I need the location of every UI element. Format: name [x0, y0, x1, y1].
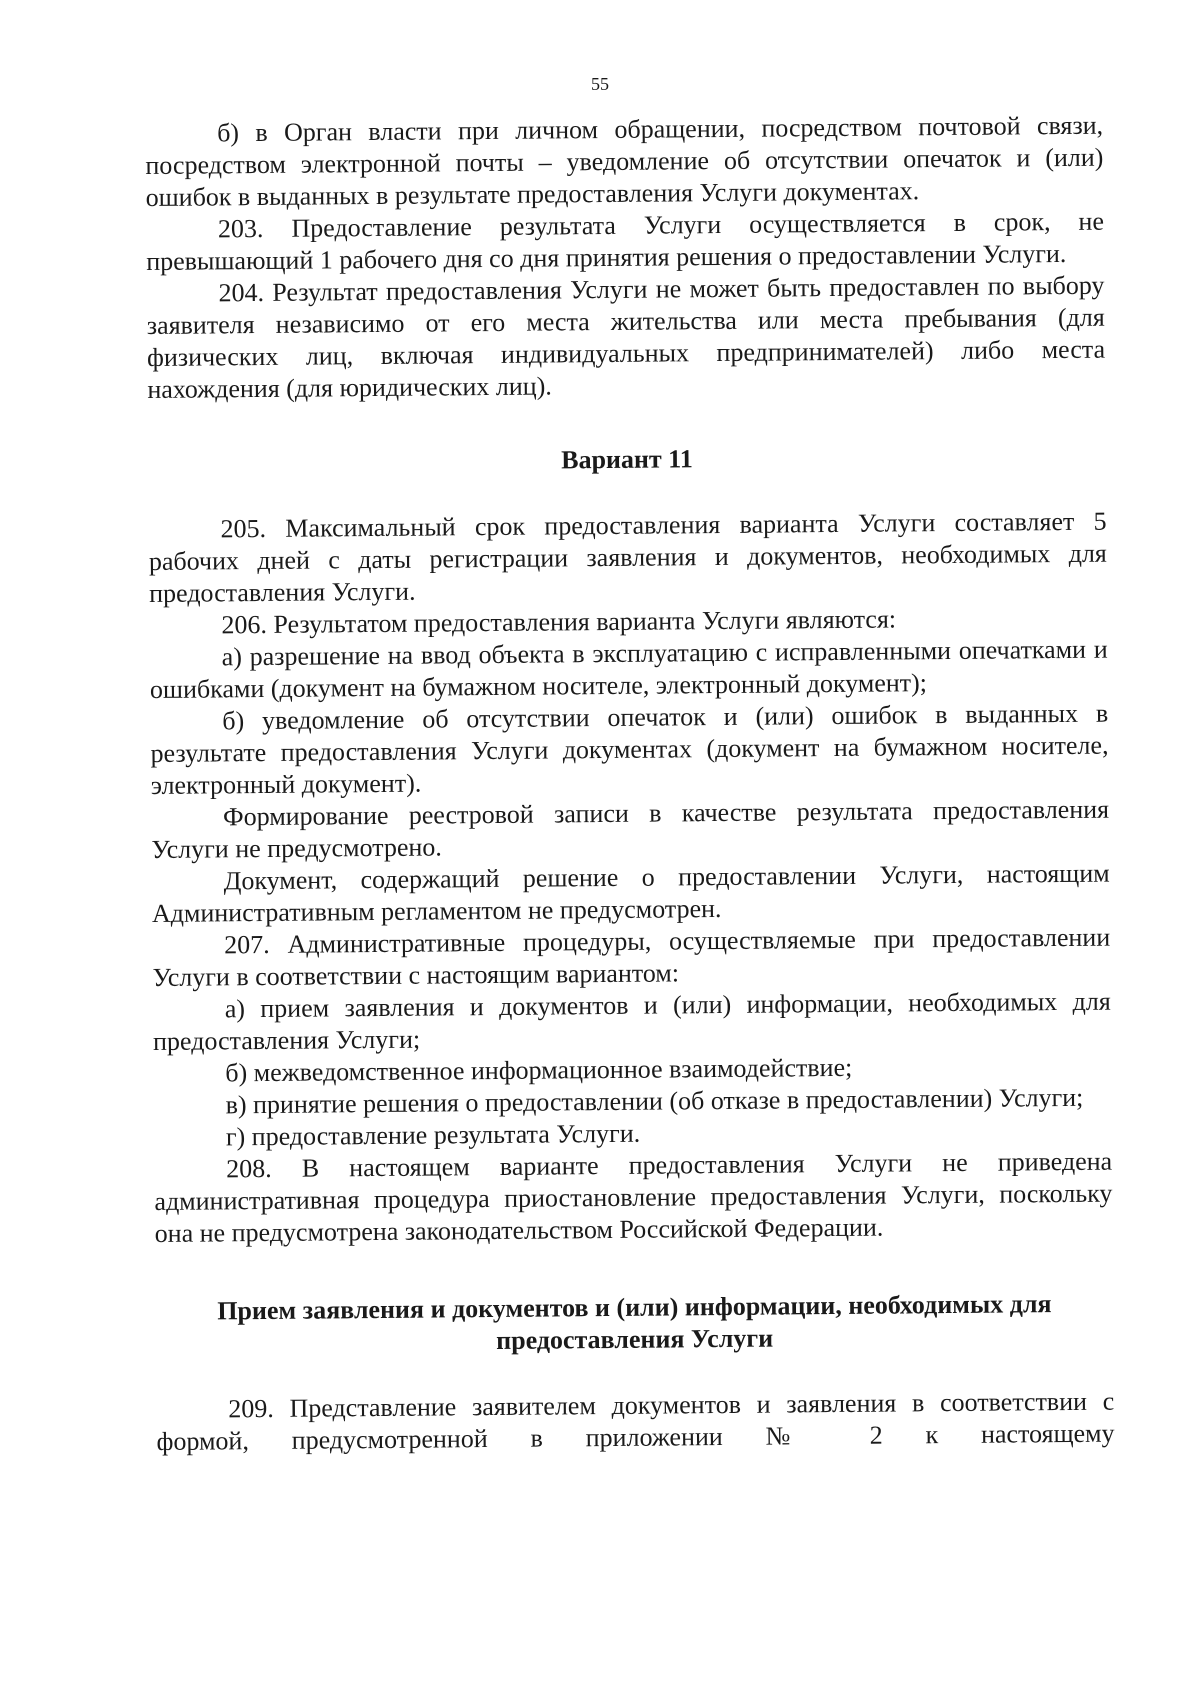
paragraph-206: 206. Результатом предоставления варианта Услуги являются: [221, 604, 897, 640]
paragraph-207: 207. Административные процедуры, осуществляемые при предоставлении Услуги в соответствии с настоящим вариантом: [152, 922, 1111, 992]
paragraph-209: 209. Представление заявителем документов и заявления в соответствии с формой, предусмотренной в приложении № 2 к настоящему [156, 1386, 1115, 1456]
paragraph-207-v: в) принятие решения о предоставлении (об отказе в предоставлении) Услуги; [225, 1082, 1084, 1120]
paragraph-208: 208. В настоящем варианте предоставления Услуги не приведена административная процедура приостановление предоставления Услуги, поскольку она не предусмотрена законодательством Российской Федерации. [154, 1146, 1113, 1248]
page-number: 55 [591, 74, 609, 94]
paragraph-203: 203. Предоставление результата Услуги осуществляется в срок, не превышающий 1 рабочего дня со дня принятия решения о предоставлении Услуги. [146, 206, 1105, 276]
paragraph-registry-record: Формирование реестровой записи в качестве результата предоставления Услуги не предусмотрено. [151, 794, 1110, 864]
paragraph-204: 204. Результат предоставления Услуги не может быть предоставлен по выбору заявителя независимо от его места жительства или места пребывания (для физических лиц, включая индивидуальных предпринимателей) либо места нахождения (для юридических лиц). [146, 270, 1106, 404]
paragraph-207-b: б) межведомственное информационное взаимодействие; [225, 1052, 853, 1088]
paragraph-206-b: б) уведомление об отсутствии опечаток и (или) ошибок в выданных в результате предоставления Услуги документах (документ на бумажном носителе, электронный документ). [150, 698, 1109, 800]
heading-variant-11: Вариант 11 [561, 444, 693, 475]
paragraph-207-a: а) прием заявления и документов и (или) информации, необходимых для предоставления Услуги; [152, 986, 1111, 1056]
paragraph-206-a: а) разрешение на ввод объекта в эксплуатацию с исправленными опечатками и ошибками (документ на бумажном носителе, электронный документ); [149, 634, 1108, 704]
paragraph-b-notification: б) в Орган власти при личном обращении, посредством почтовой связи, посредством электронной почты – уведомление об отсутствии опечаток и (или) ошибок в выданных в результате предоставления Услуги документах. [145, 110, 1104, 212]
heading-reception-of-application: Прием заявления и документов и (или) информации, необходимых для предоставления Услуги [217, 1289, 1052, 1355]
paragraph-207-g: г) предоставление результата Услуги. [225, 1118, 641, 1152]
paragraph-decision-document: Документ, содержащий решение о предоставлении Услуги, настоящим Административным регламентом не предусмотрен. [151, 858, 1110, 928]
document-body [145, 110, 1115, 1458]
paragraph-205: 205. Максимальный срок предоставления варианта Услуги составляет 5 рабочих дней с даты регистрации заявления и документов, необходимых для предоставления Услуги. [148, 506, 1107, 608]
